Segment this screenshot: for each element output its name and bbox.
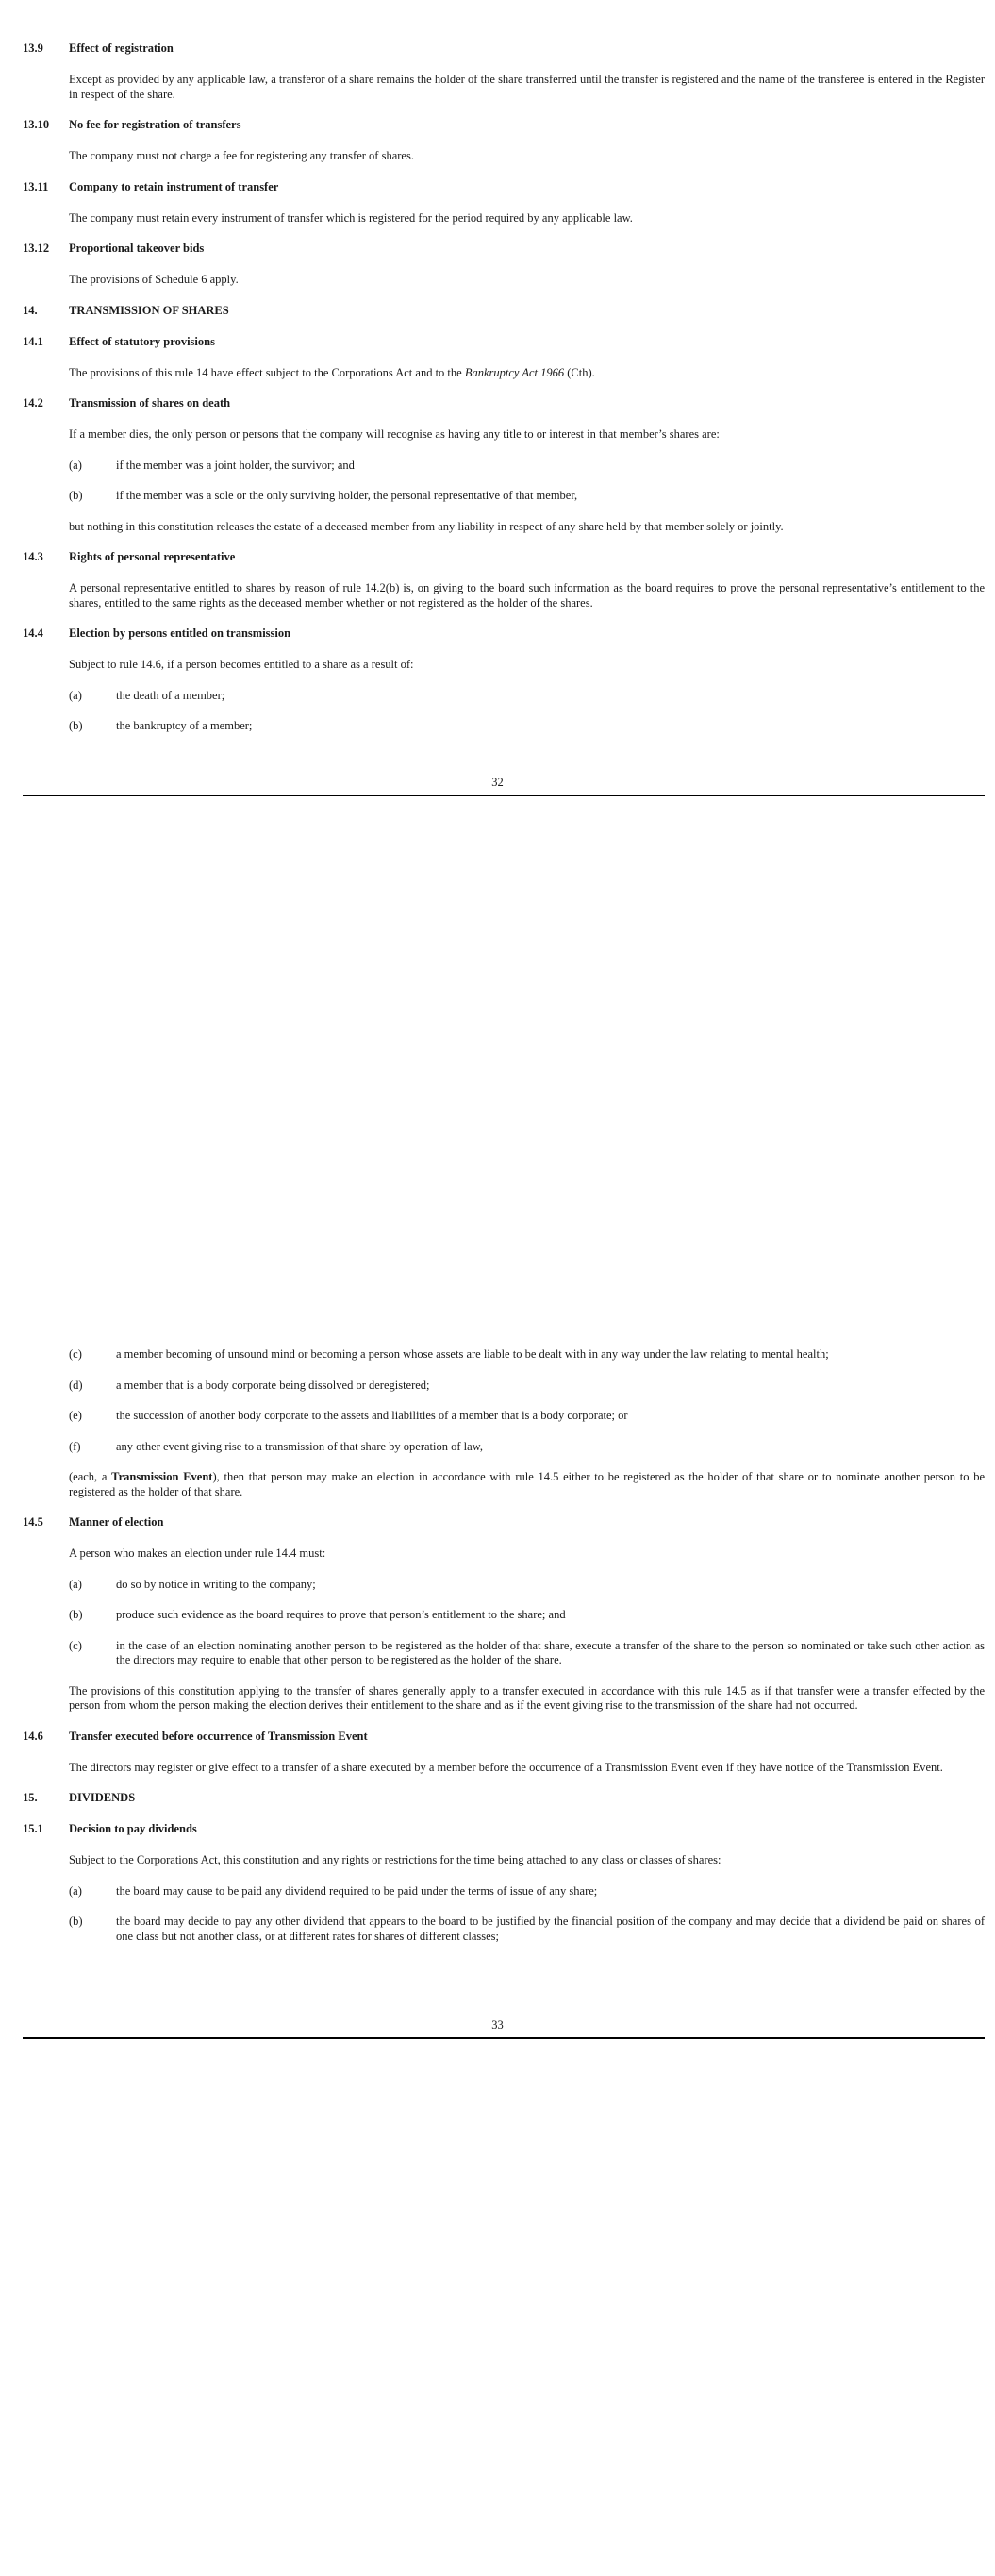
rule-title: Manner of election bbox=[69, 1515, 164, 1529]
rule-title: Company to retain instrument of transfer bbox=[69, 179, 279, 193]
rule-title: Proportional takeover bids bbox=[69, 242, 205, 255]
document-page-33 bbox=[0, 1330, 995, 2048]
list-item-label: (d) bbox=[69, 1378, 83, 1392]
list-item-label: (b) bbox=[69, 719, 83, 732]
list-item-label: (a) bbox=[69, 1883, 82, 1898]
rule-number: 13.10 bbox=[23, 118, 50, 131]
list-item-text: produce such evidence as the board requires to prove that person’s entitlement to the share; and bbox=[116, 1608, 566, 1621]
list-item-text: the bankruptcy of a member; bbox=[116, 719, 253, 732]
list-item bbox=[69, 1639, 985, 1668]
list-item-text: if the member was a joint holder, the survivor; and bbox=[116, 458, 355, 472]
list-item-text: if the member was a sole or the only surviving holder, the personal representative of that member, bbox=[116, 489, 578, 502]
list-item-text: the board may cause to be paid any dividend required to be paid under the terms of issue of any share; bbox=[116, 1883, 598, 1898]
rule-14-3-heading bbox=[23, 550, 985, 565]
list-item bbox=[69, 1578, 985, 1593]
rule-14-5-heading bbox=[23, 1515, 985, 1531]
rule-14-4-closing bbox=[69, 1470, 985, 1499]
list-item-label: (f) bbox=[69, 1439, 81, 1453]
list-item-label: (a) bbox=[69, 688, 82, 702]
list-item-label: (b) bbox=[69, 1608, 83, 1621]
rule-14-5-closing: The provisions of this constitution applying to the transfer of shares generally apply to a transfer executed in accordance with this rule 14.5 as if that transfer were a transfer effected by the person from whom the person making the election derives their entitlement to the share and as if the event giving rise to the transmission of the share had not occurred. bbox=[69, 1683, 985, 1712]
list-item bbox=[69, 459, 985, 474]
rule-14-1-heading bbox=[23, 335, 985, 350]
list-item-label: (c) bbox=[69, 1638, 82, 1652]
rule-13-10-heading bbox=[23, 118, 985, 133]
rule-number: 14.3 bbox=[23, 550, 43, 563]
rule-14-2-closing: but nothing in this constitution releases the estate of a deceased member from any liability in respect of any share held by that member solely or jointly. bbox=[69, 519, 784, 533]
list-item bbox=[69, 1347, 985, 1363]
list-item-text: any other event giving rise to a transmission of that share by operation of law, bbox=[116, 1439, 484, 1453]
page-32-content bbox=[23, 42, 985, 750]
rule-13-12-heading bbox=[23, 242, 985, 257]
rule-13-10-text: The company must not charge a fee for registering any transfer of shares. bbox=[69, 149, 414, 162]
rule-number: 13.9 bbox=[23, 42, 43, 55]
page-divider bbox=[23, 795, 985, 796]
rule-14-2-intro: If a member dies, the only person or persons that the company will recognise as having any title to or interest in that member’s shares are: bbox=[69, 427, 720, 441]
section-14-heading bbox=[23, 304, 985, 319]
text-segment: ), then that person may make an election in accordance with rule 14.5 either to be registered as the holder of that share or to nominate another person to be registered as the holder of that share. bbox=[69, 1470, 985, 1498]
rule-title: Effect of registration bbox=[69, 42, 174, 55]
rule-13-9-heading bbox=[23, 42, 985, 57]
rule-13-11-heading bbox=[23, 180, 985, 195]
page-33-content bbox=[23, 1347, 985, 1960]
rule-15-1-intro: Subject to the Corporations Act, this constitution and any rights or restrictions for the time being attached to any class or classes of shares: bbox=[69, 1853, 721, 1866]
list-item-label: (a) bbox=[69, 1577, 82, 1591]
list-item-text: the death of a member; bbox=[116, 688, 225, 702]
rule-title: Decision to pay dividends bbox=[69, 1822, 197, 1835]
list-item-text: in the case of an election nominating another person to be registered as the holder of that share, execute a transfer of the share to the person so nominated or take such other action as the directors may require to enable that other person to be registered as the holder of the share. bbox=[116, 1638, 985, 1666]
text-segment: (each, a bbox=[69, 1470, 112, 1483]
rule-title: Effect of statutory provisions bbox=[69, 334, 215, 348]
rule-number: 15.1 bbox=[23, 1822, 43, 1835]
page-number: 32 bbox=[491, 776, 504, 789]
section-title: DIVIDENDS bbox=[69, 1791, 136, 1804]
rule-14-6-heading bbox=[23, 1730, 985, 1745]
list-item-label: (b) bbox=[69, 489, 83, 502]
page-divider bbox=[23, 2037, 985, 2039]
rule-title: Transfer executed before occurrence of Transmission Event bbox=[69, 1729, 368, 1743]
rule-title: Election by persons entitled on transmission bbox=[69, 627, 291, 640]
rule-title: Rights of personal representative bbox=[69, 550, 236, 563]
list-item bbox=[69, 1915, 985, 1944]
list-item-label: (e) bbox=[69, 1409, 82, 1422]
rule-14-4-intro: Subject to rule 14.6, if a person becomes entitled to a share as a result of: bbox=[69, 658, 414, 671]
defined-term: Transmission Event bbox=[111, 1470, 213, 1483]
list-item-text: a member becoming of unsound mind or becoming a person whose assets are liable to be dealt with in any way under the law relating to mental health; bbox=[116, 1347, 829, 1361]
list-item bbox=[69, 719, 985, 734]
rule-number: 13.12 bbox=[23, 242, 50, 255]
rule-number: 13.11 bbox=[23, 179, 49, 193]
rule-title: No fee for registration of transfers bbox=[69, 118, 241, 131]
rule-15-1-heading bbox=[23, 1822, 985, 1837]
section-number: 14. bbox=[23, 303, 38, 317]
section-number: 15. bbox=[23, 1791, 38, 1804]
section-title: TRANSMISSION OF SHARES bbox=[69, 303, 229, 317]
rule-14-1-text bbox=[69, 366, 985, 381]
list-item-text: do so by notice in writing to the company; bbox=[116, 1577, 316, 1591]
rule-title: Transmission of shares on death bbox=[69, 396, 231, 410]
list-item-label: (c) bbox=[69, 1347, 82, 1361]
rule-14-6-text: The directors may register or give effect to a transfer of a share executed by a member before the occurrence of a Transmission Event even if they have notice of the Transmission Event. bbox=[69, 1760, 943, 1774]
rule-14-4-heading bbox=[23, 627, 985, 642]
list-item-text: the succession of another body corporate to the assets and liabilities of a member that is a body corporate; or bbox=[116, 1409, 628, 1422]
list-item-label: (b) bbox=[69, 1915, 83, 1928]
list-item bbox=[69, 1440, 985, 1455]
document-page-32 bbox=[0, 0, 995, 811]
list-item-label: (a) bbox=[69, 458, 82, 472]
text-segment: (Cth). bbox=[564, 365, 595, 379]
rule-14-3-text: A personal representative entitled to shares by reason of rule 14.2(b) is, on giving to the board such information as the board requires to prove the personal representative’s entitlement to the shares, entitled to the same rights as the deceased member whether or not registered as the holder of the shares. bbox=[69, 581, 985, 610]
list-item bbox=[69, 1884, 985, 1899]
list-item-text: the board may decide to pay any other dividend that appears to the board to be justified by the financial position of the company and may decide that a dividend be paid on shares of one class but not another class, or at different rates for shares of different classes; bbox=[116, 1915, 985, 1943]
rule-number: 14.5 bbox=[23, 1515, 43, 1529]
rule-number: 14.1 bbox=[23, 334, 43, 348]
rule-number: 14.6 bbox=[23, 1729, 43, 1743]
list-item bbox=[69, 489, 985, 504]
list-item-text: a member that is a body corporate being dissolved or deregistered; bbox=[116, 1378, 430, 1392]
rule-number: 14.2 bbox=[23, 396, 43, 410]
text-segment: The provisions of this rule 14 have effect subject to the Corporations Act and to the bbox=[69, 365, 465, 379]
rule-13-9-text: Except as provided by any applicable law, a transferor of a share remains the holder of the share transferred until the transfer is registered and the name of the transferee is entered in the Register in respect of the share. bbox=[69, 73, 985, 101]
list-item bbox=[69, 1379, 985, 1394]
rule-14-5-intro: A person who makes an election under rule 14.4 must: bbox=[69, 1547, 326, 1560]
page-number: 33 bbox=[491, 2018, 504, 2032]
rule-13-11-text: The company must retain every instrument of transfer which is registered for the period required by any applicable law. bbox=[69, 210, 633, 225]
act-name: Bankruptcy Act 1966 bbox=[464, 365, 565, 379]
rule-14-2-heading bbox=[23, 396, 985, 411]
rule-13-12-text: The provisions of Schedule 6 apply. bbox=[69, 273, 239, 286]
section-15-heading bbox=[23, 1791, 985, 1806]
list-item bbox=[69, 689, 985, 704]
rule-number: 14.4 bbox=[23, 627, 43, 640]
list-item bbox=[69, 1608, 985, 1623]
list-item bbox=[69, 1409, 985, 1424]
